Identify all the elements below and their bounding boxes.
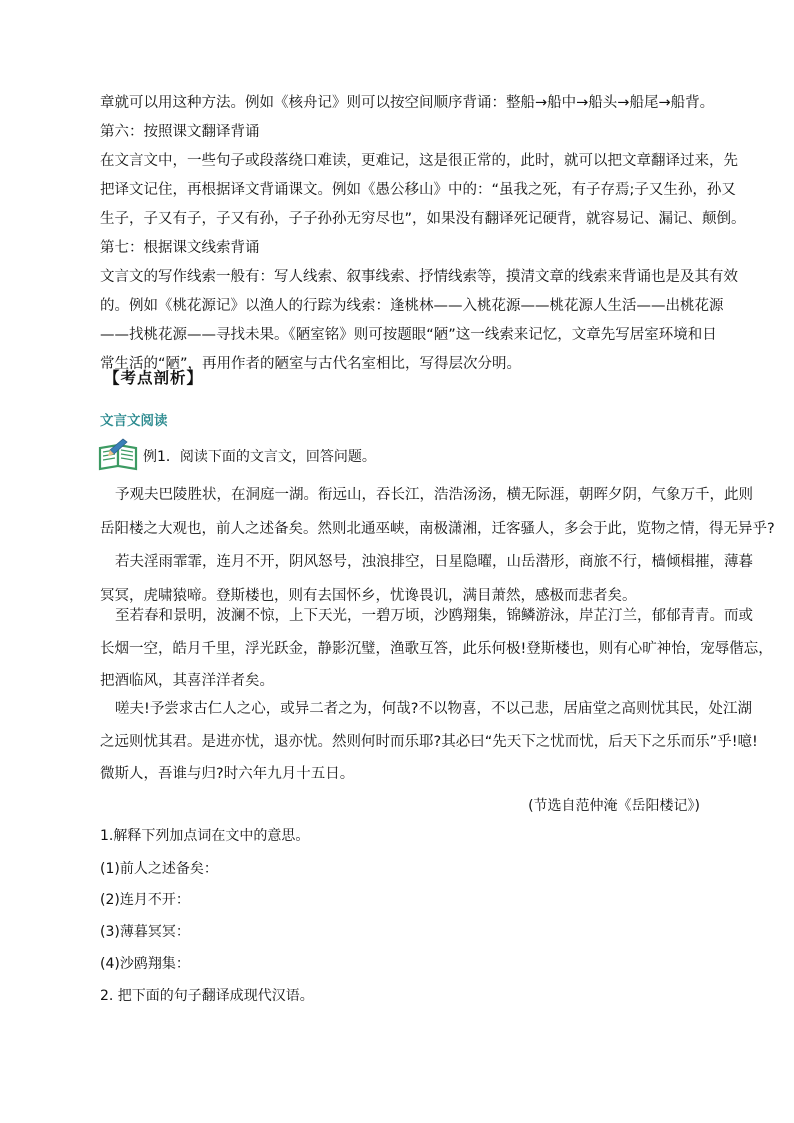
- text-line: 生子，子又有子，子又有孙，子子孙孙无穷尽也”，如果没有翻译死记硬背，就容易记、漏记、颠倒。: [100, 211, 746, 227]
- passage-paragraph-4: [100, 693, 758, 791]
- method-intro: [100, 89, 746, 379]
- question-1-item: (1)前人之述备矣：: [100, 861, 218, 877]
- example-instruction: ．阅读下面的文言文，回答问题。: [165, 449, 376, 465]
- passage-line: 之远则忧其君。是进亦忧，退亦忧。然则何时而乐耶?其必曰“先天下之忧而忧，后天下之乐而乐”乎!噫!: [100, 733, 758, 750]
- example-label: 例: [143, 449, 157, 465]
- example-prompt: [143, 446, 376, 466]
- passage-paragraph-1: [100, 479, 775, 546]
- source-note: (节选自范仲淹《岳阳楼记》): [528, 798, 700, 814]
- question-2: 2. 把下面的句子翻译成现代汉语。: [100, 988, 314, 1004]
- section-heading: 【考点剖析】: [104, 369, 204, 387]
- passage-line: 把酒临风，其喜洋洋者矣。: [100, 673, 274, 689]
- question-1: 1.解释下列加点词在文中的意思。: [100, 828, 310, 844]
- passage-line: 若夫淫雨霏霏，连月不开，阴风怒号，浊浪排空，日星隐曜，山岳潜形，商旅不行，樯倾楫摧，薄暮: [115, 554, 753, 570]
- passage-line: 微斯人，吾谁与归?时六年九月十五日。: [100, 766, 355, 782]
- method-heading: 第六：按照课文翻译背诵: [100, 124, 260, 140]
- passage-paragraph-3: [100, 600, 773, 698]
- text-line: 在文言文中，一些句子或段落绕口难读，更难记，这是很正常的，此时，就可以把文章翻译过来，先: [100, 153, 738, 169]
- text-line: 常生活的“陋”，再用作者的陋室与古代名室相比，写得层次分明。: [100, 356, 522, 372]
- category-label: 文言文阅读: [100, 413, 168, 429]
- text-line: 文言文的写作线索一般有：写人线索、叙事线索、抒情线索等，摸清文章的线索来背诵也是及其有效: [100, 269, 738, 285]
- method-heading: 第七：根据课文线索背诵: [100, 240, 260, 256]
- passage-line: 长烟一空，皓月千里，浮光跃金，静影沉璧，渔歌互答，此乐何极!登斯楼也，则有心旷神怡，宠辱偕忘，: [100, 640, 773, 657]
- passage-line: 至若春和景明，波澜不惊，上下天光，一碧万顷，沙鸥翔集，锦鳞游泳，岸芷汀兰，郁郁青青。而或: [115, 608, 753, 624]
- question-1-item: (2)连月不开：: [100, 892, 190, 908]
- book-pencil-icon: [97, 437, 141, 471]
- example-number: 1: [157, 449, 166, 465]
- text-line: 的。例如《桃花源记》以渔人的行踪为线索：逢桃林——入桃花源——桃花源人生活——出桃花源: [100, 298, 724, 314]
- passage-line: 嗟夫!予尝求古仁人之心，或异二者之为，何哉?不以物喜，不以己悲，居庙堂之高则忧其民，处江湖: [115, 701, 753, 717]
- text-line: 把译文记住，再根据译文背诵课文。例如《愚公移山》中的：“虽我之死，有子存焉;子又生孙，孙又: [100, 182, 736, 198]
- passage-line: 岳阳楼之大观也，前人之述备矣。然则北通巫峡，南极潇湘，迁客骚人，多会于此，览物之情，得无异乎?: [100, 520, 775, 537]
- question-1-item: (3)薄暮冥冥：: [100, 924, 190, 940]
- text-line: 章就可以用这种方法。例如《核舟记》则可以按空间顺序背诵：整船→船中→船头→船尾→船背。: [100, 95, 715, 111]
- passage-line: 予观夫巴陵胜状，在洞庭一湖。衔远山，吞长江，浩浩汤汤，横无际涯，朝晖夕阴，气象万千，此则: [115, 487, 753, 503]
- text-line: ——找桃花源——寻找未果。《陋室铭》则可按题眼“陋”这一线索来记忆，文章先写居室环境和日: [100, 327, 717, 343]
- passage-line: 冥冥，虎啸猿啼。登斯楼也，则有去国怀乡，忧谗畏讥，满目萧然，感极而悲者矣。: [100, 587, 637, 604]
- question-1-item: (4)沙鸥翔集：: [100, 956, 190, 972]
